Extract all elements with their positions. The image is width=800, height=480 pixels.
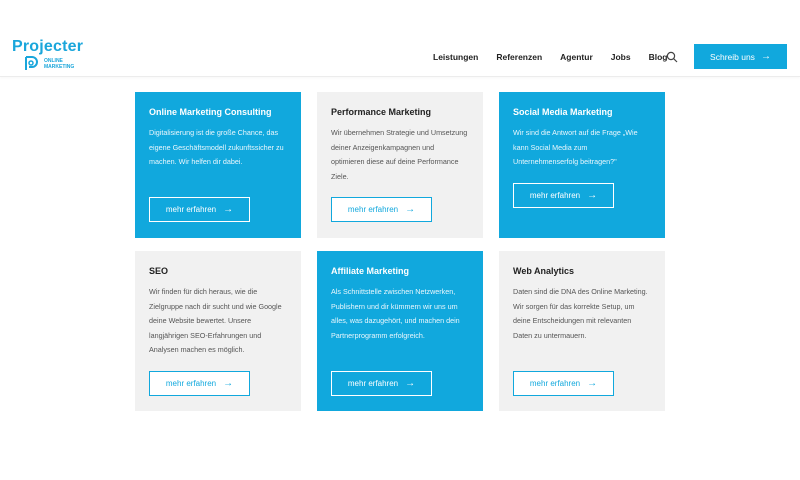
main-nav bbox=[433, 52, 686, 62]
brand-subline-1: ONLINE bbox=[44, 58, 63, 64]
logo-mark-icon bbox=[22, 55, 39, 72]
card-title: Performance Marketing bbox=[331, 107, 432, 117]
card-button-label: mehr erfahren bbox=[347, 205, 399, 214]
nav-item-agentur[interactable]: Agentur bbox=[560, 52, 593, 62]
nav-item-blog[interactable]: Blog bbox=[648, 52, 668, 62]
arrow-right-icon: → bbox=[405, 204, 416, 215]
arrow-right-icon: → bbox=[223, 378, 234, 389]
arrow-right-icon: → bbox=[223, 204, 234, 215]
arrow-right-icon: → bbox=[760, 51, 771, 62]
card-more-button[interactable] bbox=[331, 371, 432, 396]
card-title: Affiliate Marketing bbox=[331, 266, 410, 276]
card-more-button[interactable] bbox=[331, 197, 432, 222]
card-text: Digitalisierung ist die große Chance, das eigene Geschäftsmodell zukunftssicher zu machen. Wir helfen dir dabei. bbox=[149, 128, 284, 167]
search-icon[interactable] bbox=[666, 51, 678, 63]
brand-subline-2: MARKETING bbox=[44, 64, 75, 70]
arrow-right-icon: → bbox=[405, 378, 416, 389]
brand-name: Projecter bbox=[12, 38, 84, 55]
card-button-label: mehr erfahren bbox=[165, 205, 217, 214]
nav-item-leistungen[interactable]: Leistungen bbox=[433, 52, 479, 62]
card-text: Wir übernehmen Strategie und Umsetzung deiner Anzeigenkampagnen und optimieren diese auf deine Performance Ziele. bbox=[331, 128, 468, 181]
service-card-social-media-marketing bbox=[499, 92, 665, 238]
brand-logo[interactable] bbox=[12, 38, 92, 76]
card-text: Als Schnittstelle zwischen Netzwerken, Publishern und dir kümmern wir uns um alles, was dazugehört, und machen dein Partnerprogramm erfolgreich. bbox=[331, 287, 460, 340]
card-text: Wir sind die Antwort auf die Frage „Wie kann Social Media zum Unternehmenserfolg beitragen?" bbox=[513, 128, 638, 167]
card-more-button[interactable] bbox=[513, 371, 614, 396]
card-button-label: mehr erfahren bbox=[165, 379, 217, 388]
service-card-seo bbox=[135, 251, 301, 411]
arrow-right-icon: → bbox=[587, 378, 598, 389]
card-text: Daten sind die DNA des Online Marketing. Wir sorgen für das korrekte Setup, um deine Entscheidungen mit relevanten Daten zu untermauern. bbox=[513, 287, 648, 340]
card-title: Web Analytics bbox=[513, 266, 575, 276]
card-button-label: mehr erfahren bbox=[347, 379, 399, 388]
service-card-online-marketing-consulting bbox=[135, 92, 301, 238]
service-card-performance-marketing bbox=[317, 92, 483, 238]
card-button-label: mehr erfahren bbox=[529, 191, 581, 200]
card-more-button[interactable] bbox=[513, 183, 614, 208]
arrow-right-icon: → bbox=[587, 190, 598, 201]
nav-item-referenzen[interactable]: Referenzen bbox=[496, 52, 543, 62]
card-text: Wir finden für dich heraus, wie die Zielgruppe nach dir sucht und wie Google deine Website bewertet. Unsere langjährigen SEO-Erfahrungen und Analysen machen es möglich. bbox=[149, 287, 282, 355]
card-title: SEO bbox=[149, 266, 169, 276]
card-button-label: mehr erfahren bbox=[529, 379, 581, 388]
service-card-web-analytics bbox=[499, 251, 665, 411]
brand-subline bbox=[44, 58, 84, 70]
service-card-affiliate-marketing bbox=[317, 251, 483, 411]
card-title: Online Marketing Consulting bbox=[149, 107, 272, 117]
card-more-button[interactable] bbox=[149, 197, 250, 222]
nav-item-jobs[interactable]: Jobs bbox=[610, 52, 631, 62]
card-more-button[interactable] bbox=[149, 371, 250, 396]
cta-label: Schreib uns bbox=[710, 51, 755, 62]
site-header bbox=[0, 0, 800, 77]
contact-cta-button[interactable] bbox=[694, 44, 787, 69]
card-title: Social Media Marketing bbox=[513, 107, 613, 117]
